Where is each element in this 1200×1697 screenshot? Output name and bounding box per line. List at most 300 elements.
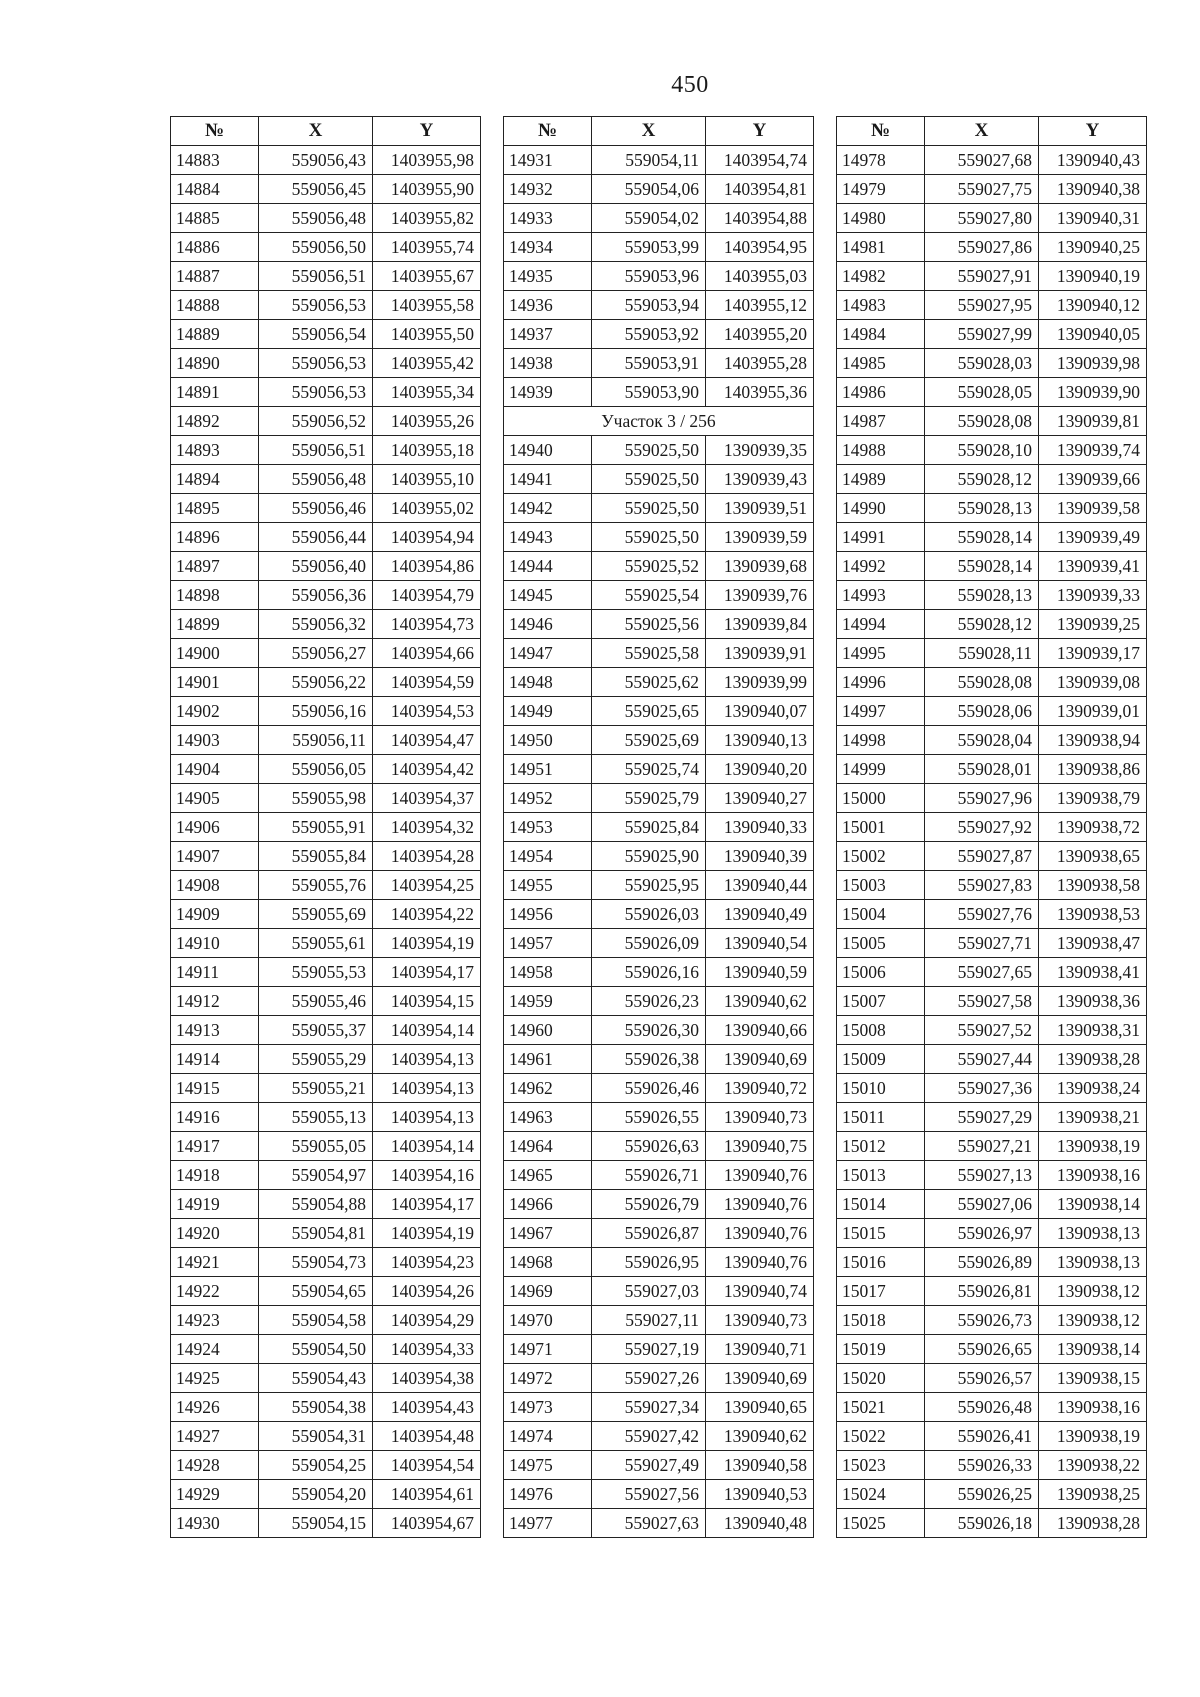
y-coordinate-cell: 1403954,79	[373, 581, 481, 610]
table-row	[504, 871, 814, 900]
point-number-cell: 14893	[171, 436, 259, 465]
y-coordinate-cell: 1390939,08	[1039, 668, 1147, 697]
point-number-cell: 15016	[837, 1248, 925, 1277]
x-coordinate-cell: 559026,97	[925, 1219, 1039, 1248]
table-row	[837, 1422, 1147, 1451]
point-number-cell: 14894	[171, 465, 259, 494]
table-row	[837, 1132, 1147, 1161]
y-coordinate-cell: 1403955,82	[373, 204, 481, 233]
x-coordinate-cell: 559026,09	[592, 929, 706, 958]
y-coordinate-cell: 1390938,16	[1039, 1393, 1147, 1422]
table-row	[171, 813, 481, 842]
table-row	[171, 378, 481, 407]
y-coordinate-cell: 1390940,69	[706, 1364, 814, 1393]
point-number-cell: 14967	[504, 1219, 592, 1248]
table-row	[837, 378, 1147, 407]
table-row	[504, 755, 814, 784]
x-coordinate-cell: 559026,55	[592, 1103, 706, 1132]
table-row	[171, 726, 481, 755]
table-row	[837, 1045, 1147, 1074]
x-coordinate-cell: 559028,03	[925, 349, 1039, 378]
header-y: Y	[1039, 117, 1147, 146]
x-coordinate-cell: 559026,23	[592, 987, 706, 1016]
y-coordinate-cell: 1390940,76	[706, 1161, 814, 1190]
table-row	[504, 1132, 814, 1161]
y-coordinate-cell: 1390938,13	[1039, 1219, 1147, 1248]
x-coordinate-cell: 559026,63	[592, 1132, 706, 1161]
x-coordinate-cell: 559056,16	[259, 697, 373, 726]
point-number-cell: 15005	[837, 929, 925, 958]
point-number-cell: 14963	[504, 1103, 592, 1132]
x-coordinate-cell: 559026,65	[925, 1335, 1039, 1364]
x-coordinate-cell: 559054,81	[259, 1219, 373, 1248]
table-row	[171, 697, 481, 726]
y-coordinate-cell: 1403954,37	[373, 784, 481, 813]
table-row	[504, 233, 814, 262]
x-coordinate-cell: 559056,45	[259, 175, 373, 204]
x-coordinate-cell: 559053,92	[592, 320, 706, 349]
y-coordinate-cell: 1390940,27	[706, 784, 814, 813]
table-row	[837, 407, 1147, 436]
point-number-cell: 14971	[504, 1335, 592, 1364]
table-row	[171, 610, 481, 639]
y-coordinate-cell: 1403954,67	[373, 1509, 481, 1538]
table-row	[504, 1219, 814, 1248]
x-coordinate-cell: 559027,06	[925, 1190, 1039, 1219]
x-coordinate-cell: 559053,96	[592, 262, 706, 291]
y-coordinate-cell: 1390938,13	[1039, 1248, 1147, 1277]
y-coordinate-cell: 1390940,74	[706, 1277, 814, 1306]
table-body	[837, 146, 1147, 1538]
table-row	[504, 552, 814, 581]
y-coordinate-cell: 1390940,54	[706, 929, 814, 958]
y-coordinate-cell: 1390938,12	[1039, 1306, 1147, 1335]
x-coordinate-cell: 559027,75	[925, 175, 1039, 204]
x-coordinate-cell: 559056,05	[259, 755, 373, 784]
page-number: 450	[671, 72, 709, 98]
table-row	[837, 1277, 1147, 1306]
point-number-cell: 15022	[837, 1422, 925, 1451]
point-number-cell: 14988	[837, 436, 925, 465]
y-coordinate-cell: 1403955,02	[373, 494, 481, 523]
point-number-cell: 14995	[837, 639, 925, 668]
point-number-cell: 14922	[171, 1277, 259, 1306]
table-row	[171, 871, 481, 900]
y-coordinate-cell: 1403955,34	[373, 378, 481, 407]
y-coordinate-cell: 1403954,86	[373, 552, 481, 581]
x-coordinate-cell: 559027,36	[925, 1074, 1039, 1103]
y-coordinate-cell: 1390939,90	[1039, 378, 1147, 407]
x-coordinate-cell: 559026,25	[925, 1480, 1039, 1509]
x-coordinate-cell: 559026,16	[592, 958, 706, 987]
point-number-cell: 14896	[171, 523, 259, 552]
y-coordinate-cell: 1390938,12	[1039, 1277, 1147, 1306]
point-number-cell: 14915	[171, 1074, 259, 1103]
y-coordinate-cell: 1403955,90	[373, 175, 481, 204]
y-coordinate-cell: 1390938,58	[1039, 871, 1147, 900]
header-y: Y	[373, 117, 481, 146]
point-number-cell: 14887	[171, 262, 259, 291]
point-number-cell: 14992	[837, 552, 925, 581]
point-number-cell: 14936	[504, 291, 592, 320]
x-coordinate-cell: 559025,50	[592, 436, 706, 465]
x-coordinate-cell: 559054,38	[259, 1393, 373, 1422]
point-number-cell: 15014	[837, 1190, 925, 1219]
table-row	[837, 842, 1147, 871]
table-row	[504, 842, 814, 871]
table-row	[504, 1248, 814, 1277]
x-coordinate-cell: 559027,13	[925, 1161, 1039, 1190]
table-row	[504, 1480, 814, 1509]
x-coordinate-cell: 559056,50	[259, 233, 373, 262]
point-number-cell: 15019	[837, 1335, 925, 1364]
table-row	[171, 1277, 481, 1306]
y-coordinate-cell: 1403954,25	[373, 871, 481, 900]
table-row	[504, 146, 814, 175]
x-coordinate-cell: 559056,48	[259, 465, 373, 494]
y-coordinate-cell: 1403954,33	[373, 1335, 481, 1364]
table-row	[837, 175, 1147, 204]
point-number-cell: 14898	[171, 581, 259, 610]
y-coordinate-cell: 1390939,01	[1039, 697, 1147, 726]
y-coordinate-cell: 1390940,73	[706, 1306, 814, 1335]
y-coordinate-cell: 1403955,74	[373, 233, 481, 262]
point-number-cell: 14904	[171, 755, 259, 784]
point-number-cell: 14952	[504, 784, 592, 813]
point-number-cell: 14935	[504, 262, 592, 291]
table-row	[504, 291, 814, 320]
table-row	[837, 1248, 1147, 1277]
y-coordinate-cell: 1390940,73	[706, 1103, 814, 1132]
table-row	[504, 639, 814, 668]
y-coordinate-cell: 1390940,44	[706, 871, 814, 900]
point-number-cell: 14884	[171, 175, 259, 204]
table-row	[837, 1509, 1147, 1538]
x-coordinate-cell: 559054,58	[259, 1306, 373, 1335]
y-coordinate-cell: 1403954,74	[706, 146, 814, 175]
x-coordinate-cell: 559056,54	[259, 320, 373, 349]
x-coordinate-cell: 559027,71	[925, 929, 1039, 958]
y-coordinate-cell: 1390938,19	[1039, 1422, 1147, 1451]
y-coordinate-cell: 1390940,39	[706, 842, 814, 871]
y-coordinate-cell: 1390939,59	[706, 523, 814, 552]
y-coordinate-cell: 1403954,38	[373, 1364, 481, 1393]
y-coordinate-cell: 1390938,41	[1039, 958, 1147, 987]
table-row	[171, 349, 481, 378]
point-number-cell: 14914	[171, 1045, 259, 1074]
x-coordinate-cell: 559026,33	[925, 1451, 1039, 1480]
point-number-cell: 14899	[171, 610, 259, 639]
point-number-cell: 14911	[171, 958, 259, 987]
x-coordinate-cell: 559027,42	[592, 1422, 706, 1451]
point-number-cell: 14897	[171, 552, 259, 581]
y-coordinate-cell: 1390940,62	[706, 987, 814, 1016]
y-coordinate-cell: 1403955,28	[706, 349, 814, 378]
x-coordinate-cell: 559054,11	[592, 146, 706, 175]
y-coordinate-cell: 1390940,33	[706, 813, 814, 842]
x-coordinate-cell: 559055,76	[259, 871, 373, 900]
x-coordinate-cell: 559027,44	[925, 1045, 1039, 1074]
table-row	[171, 1364, 481, 1393]
point-number-cell: 14981	[837, 233, 925, 262]
y-coordinate-cell: 1390940,75	[706, 1132, 814, 1161]
y-coordinate-cell: 1390940,69	[706, 1045, 814, 1074]
x-coordinate-cell: 559054,65	[259, 1277, 373, 1306]
point-number-cell: 14941	[504, 465, 592, 494]
x-coordinate-cell: 559025,54	[592, 581, 706, 610]
y-coordinate-cell: 1390940,58	[706, 1451, 814, 1480]
point-number-cell: 14947	[504, 639, 592, 668]
y-coordinate-cell: 1403954,66	[373, 639, 481, 668]
point-number-cell: 14994	[837, 610, 925, 639]
x-coordinate-cell: 559056,53	[259, 291, 373, 320]
table-row	[171, 552, 481, 581]
table-row	[504, 668, 814, 697]
table-row	[837, 1161, 1147, 1190]
point-number-cell: 14902	[171, 697, 259, 726]
y-coordinate-cell: 1403955,18	[373, 436, 481, 465]
x-coordinate-cell: 559025,65	[592, 697, 706, 726]
x-coordinate-cell: 559025,50	[592, 523, 706, 552]
table-row	[171, 436, 481, 465]
point-number-cell: 14889	[171, 320, 259, 349]
point-number-cell: 14957	[504, 929, 592, 958]
x-coordinate-cell: 559027,34	[592, 1393, 706, 1422]
x-coordinate-cell: 559027,19	[592, 1335, 706, 1364]
point-number-cell: 14913	[171, 1016, 259, 1045]
table-row	[171, 1451, 481, 1480]
y-coordinate-cell: 1390940,66	[706, 1016, 814, 1045]
point-number-cell: 14983	[837, 291, 925, 320]
x-coordinate-cell: 559027,26	[592, 1364, 706, 1393]
table-row	[504, 320, 814, 349]
y-coordinate-cell: 1403954,22	[373, 900, 481, 929]
point-number-cell: 14909	[171, 900, 259, 929]
x-coordinate-cell: 559027,76	[925, 900, 1039, 929]
table-row	[837, 1393, 1147, 1422]
point-number-cell: 14997	[837, 697, 925, 726]
point-number-cell: 14934	[504, 233, 592, 262]
point-number-cell: 14928	[171, 1451, 259, 1480]
x-coordinate-cell: 559028,12	[925, 465, 1039, 494]
x-coordinate-cell: 559027,83	[925, 871, 1039, 900]
table-body	[171, 146, 481, 1538]
x-coordinate-cell: 559028,13	[925, 494, 1039, 523]
y-coordinate-cell: 1390940,72	[706, 1074, 814, 1103]
point-number-cell: 15015	[837, 1219, 925, 1248]
x-coordinate-cell: 559027,29	[925, 1103, 1039, 1132]
y-coordinate-cell: 1390940,13	[706, 726, 814, 755]
y-coordinate-cell: 1403955,67	[373, 262, 481, 291]
point-number-cell: 14908	[171, 871, 259, 900]
y-coordinate-cell: 1390940,62	[706, 1422, 814, 1451]
y-coordinate-cell: 1403954,32	[373, 813, 481, 842]
table-row	[837, 1190, 1147, 1219]
y-coordinate-cell: 1390940,48	[706, 1509, 814, 1538]
point-number-cell: 14950	[504, 726, 592, 755]
table-row	[504, 1509, 814, 1538]
table-row	[504, 1364, 814, 1393]
point-number-cell: 15017	[837, 1277, 925, 1306]
x-coordinate-cell: 559027,80	[925, 204, 1039, 233]
x-coordinate-cell: 559025,69	[592, 726, 706, 755]
table-row	[837, 726, 1147, 755]
x-coordinate-cell: 559025,84	[592, 813, 706, 842]
y-coordinate-cell: 1403954,15	[373, 987, 481, 1016]
point-number-cell: 15020	[837, 1364, 925, 1393]
table-row	[504, 204, 814, 233]
table-row	[504, 784, 814, 813]
y-coordinate-cell: 1403954,26	[373, 1277, 481, 1306]
table-row	[171, 639, 481, 668]
point-number-cell: 14927	[171, 1422, 259, 1451]
x-coordinate-cell: 559027,56	[592, 1480, 706, 1509]
table-row	[171, 958, 481, 987]
table-row	[171, 1422, 481, 1451]
table-row	[837, 929, 1147, 958]
table-row	[171, 1393, 481, 1422]
point-number-cell: 14999	[837, 755, 925, 784]
x-coordinate-cell: 559026,41	[925, 1422, 1039, 1451]
x-coordinate-cell: 559055,21	[259, 1074, 373, 1103]
table-row	[171, 523, 481, 552]
x-coordinate-cell: 559054,15	[259, 1509, 373, 1538]
x-coordinate-cell: 559026,57	[925, 1364, 1039, 1393]
y-coordinate-cell: 1390939,17	[1039, 639, 1147, 668]
point-number-cell: 15007	[837, 987, 925, 1016]
table-row	[837, 697, 1147, 726]
y-coordinate-cell: 1390939,76	[706, 581, 814, 610]
x-coordinate-cell: 559026,30	[592, 1016, 706, 1045]
point-number-cell: 14906	[171, 813, 259, 842]
table-row	[504, 1190, 814, 1219]
coordinates-table-3	[836, 116, 1147, 1538]
table-row	[504, 1161, 814, 1190]
table-row	[837, 1219, 1147, 1248]
y-coordinate-cell: 1390939,66	[1039, 465, 1147, 494]
x-coordinate-cell: 559027,49	[592, 1451, 706, 1480]
y-coordinate-cell: 1403954,17	[373, 1190, 481, 1219]
header-number: №	[171, 117, 259, 146]
x-coordinate-cell: 559056,48	[259, 204, 373, 233]
table-row	[171, 1190, 481, 1219]
y-coordinate-cell: 1390938,28	[1039, 1509, 1147, 1538]
point-number-cell: 14885	[171, 204, 259, 233]
point-number-cell: 14943	[504, 523, 592, 552]
x-coordinate-cell: 559027,87	[925, 842, 1039, 871]
header-x: X	[259, 117, 373, 146]
table-row	[171, 1016, 481, 1045]
y-coordinate-cell: 1390940,71	[706, 1335, 814, 1364]
table-row	[171, 320, 481, 349]
table-row	[837, 204, 1147, 233]
x-coordinate-cell: 559025,62	[592, 668, 706, 697]
y-coordinate-cell: 1390940,65	[706, 1393, 814, 1422]
point-number-cell: 14975	[504, 1451, 592, 1480]
point-number-cell: 14980	[837, 204, 925, 233]
table-row	[171, 668, 481, 697]
y-coordinate-cell: 1403954,54	[373, 1451, 481, 1480]
y-coordinate-cell: 1390940,31	[1039, 204, 1147, 233]
table-row	[171, 755, 481, 784]
table-row	[837, 581, 1147, 610]
x-coordinate-cell: 559056,43	[259, 146, 373, 175]
point-number-cell: 14977	[504, 1509, 592, 1538]
y-coordinate-cell: 1403954,73	[373, 610, 481, 639]
table-row	[171, 262, 481, 291]
point-number-cell: 14946	[504, 610, 592, 639]
table-row	[837, 639, 1147, 668]
y-coordinate-cell: 1403955,42	[373, 349, 481, 378]
y-coordinate-cell: 1403955,20	[706, 320, 814, 349]
y-coordinate-cell: 1403954,48	[373, 1422, 481, 1451]
x-coordinate-cell: 559026,46	[592, 1074, 706, 1103]
table-row	[504, 523, 814, 552]
point-number-cell: 14958	[504, 958, 592, 987]
table-row	[171, 1335, 481, 1364]
y-coordinate-cell: 1390938,36	[1039, 987, 1147, 1016]
table-row	[837, 900, 1147, 929]
table-row	[171, 1161, 481, 1190]
point-number-cell: 15004	[837, 900, 925, 929]
table-row	[171, 1480, 481, 1509]
table-row	[837, 262, 1147, 291]
x-coordinate-cell: 559027,86	[925, 233, 1039, 262]
table-row	[837, 784, 1147, 813]
x-coordinate-cell: 559025,95	[592, 871, 706, 900]
point-number-cell: 15006	[837, 958, 925, 987]
x-coordinate-cell: 559026,79	[592, 1190, 706, 1219]
point-number-cell: 15021	[837, 1393, 925, 1422]
y-coordinate-cell: 1403954,14	[373, 1016, 481, 1045]
x-coordinate-cell: 559055,69	[259, 900, 373, 929]
y-coordinate-cell: 1390940,49	[706, 900, 814, 929]
point-number-cell: 14888	[171, 291, 259, 320]
y-coordinate-cell: 1390940,38	[1039, 175, 1147, 204]
y-coordinate-cell: 1403955,98	[373, 146, 481, 175]
x-coordinate-cell: 559026,48	[925, 1393, 1039, 1422]
y-coordinate-cell: 1403954,47	[373, 726, 481, 755]
x-coordinate-cell: 559026,71	[592, 1161, 706, 1190]
x-coordinate-cell: 559028,01	[925, 755, 1039, 784]
x-coordinate-cell: 559028,11	[925, 639, 1039, 668]
table-row	[504, 1103, 814, 1132]
y-coordinate-cell: 1403954,13	[373, 1074, 481, 1103]
point-number-cell: 14993	[837, 581, 925, 610]
x-coordinate-cell: 559025,52	[592, 552, 706, 581]
y-coordinate-cell: 1390939,81	[1039, 407, 1147, 436]
y-coordinate-cell: 1390939,91	[706, 639, 814, 668]
x-coordinate-cell: 559026,89	[925, 1248, 1039, 1277]
table-row	[171, 175, 481, 204]
x-coordinate-cell: 559026,38	[592, 1045, 706, 1074]
y-coordinate-cell: 1390940,59	[706, 958, 814, 987]
point-number-cell: 14959	[504, 987, 592, 1016]
table-row	[171, 842, 481, 871]
x-coordinate-cell: 559056,22	[259, 668, 373, 697]
table-row	[837, 494, 1147, 523]
table-row	[837, 871, 1147, 900]
table-row	[837, 465, 1147, 494]
table-row	[504, 610, 814, 639]
point-number-cell: 14939	[504, 378, 592, 407]
table-row	[171, 146, 481, 175]
table-row	[504, 378, 814, 407]
point-number-cell: 14944	[504, 552, 592, 581]
table-row	[504, 262, 814, 291]
y-coordinate-cell: 1390939,33	[1039, 581, 1147, 610]
table-row	[837, 1306, 1147, 1335]
